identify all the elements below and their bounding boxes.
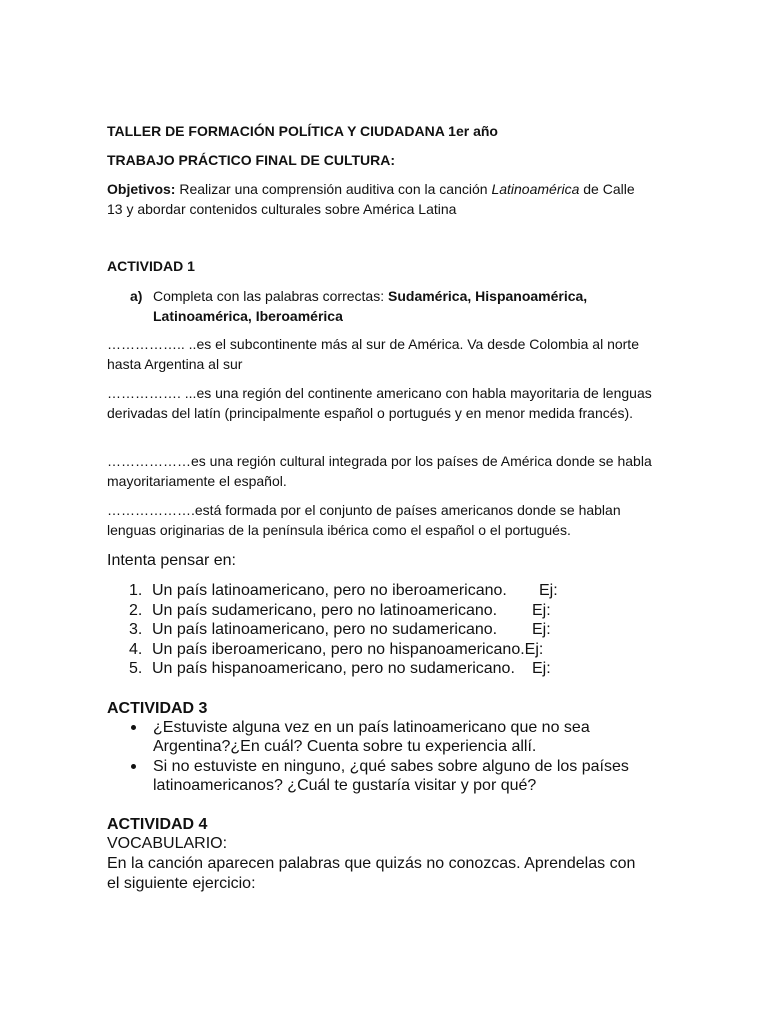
document-subtitle: TRABAJO PRÁCTICO FINAL DE CULTURA:: [107, 152, 396, 168]
list-number: 2.: [129, 602, 143, 619]
bullet-icon: [131, 725, 136, 730]
list-example-label: Ej:: [532, 621, 551, 638]
document-title: TALLER DE FORMACIÓN POLÍTICA Y CIUDADANA 1er año: [107, 123, 498, 139]
objectives-paragraph: [107, 180, 652, 219]
activity-1-item-a: [130, 286, 630, 326]
list-number: 5.: [129, 660, 143, 677]
bullet-text: ¿Estuviste alguna vez en un país latinoamericano que no sea Argentina?¿En cuál? Cuenta sobre tu experiencia allí.: [153, 719, 590, 755]
definition-iberoamerica: ……………….está formada por el conjunto de países americanos donde se hablan lenguas originarias de la península ibérica como el español o el portugués.: [107, 502, 621, 538]
item-a-instruction: Completa con las palabras correctas:: [153, 288, 388, 304]
list-item: [129, 640, 543, 659]
definition-sudamerica: …………….. ..es el subcontinente más al sur de América. Va desde Colombia al norte hasta Argentina al sur: [107, 336, 639, 372]
bullet-icon: [131, 764, 136, 769]
list-item: [129, 659, 551, 678]
list-text: Un país latinoamericano, pero no sudamericano.: [152, 621, 498, 638]
list-text: Un país iberoamericano, pero no hispanoamericano.: [152, 641, 525, 658]
list-example-label: Ej:: [539, 582, 558, 599]
item-a-marker: a): [130, 288, 143, 304]
list-item: [129, 601, 551, 620]
bullet-text: Si no estuviste en ninguno, ¿qué sabes sobre alguno de los países latinoamericanos? ¿Cuál te gustaría visitar y por qué?: [153, 758, 629, 794]
list-item: [129, 757, 629, 795]
list-number: 3.: [129, 621, 143, 638]
list-example-label: Ej:: [532, 660, 551, 677]
list-text: Un país sudamericano, pero no latinoamericano.: [152, 602, 498, 619]
list-number: 4.: [129, 641, 143, 658]
list-text: Un país latinoamericano, pero no iberoamericano.: [152, 582, 507, 599]
activity-1-heading: ACTIVIDAD 1: [107, 258, 195, 274]
list-number: 1.: [129, 582, 143, 599]
item-a-word-list: Sudamérica, Hispanoamérica, Latinoamérica, Iberoamérica: [153, 288, 588, 324]
definition-latinoamerica: ……………. ...es una región del continente americano con habla mayoritaria de lenguas derivadas del latín (principalmente español o portugués y en menor medida francés).: [107, 385, 652, 421]
list-item: [129, 620, 551, 639]
song-title: Latinoamérica: [491, 181, 580, 197]
activity-4-subheading: VOCABULARIO:: [107, 835, 228, 852]
definition-hispanoamerica: ………………es una región cultural integrada por los países de América donde se habla mayoritariamente el español.: [107, 453, 652, 489]
activity-4-text: En la canción aparecen palabras que quizás no conozcas. Aprendelas con el siguiente ejercicio:: [107, 855, 636, 892]
list-item: [129, 581, 558, 600]
objectives-text-before: Realizar una comprensión auditiva con la canción: [175, 181, 492, 197]
activity-3-heading: ACTIVIDAD 3: [107, 700, 208, 717]
list-item: [129, 718, 629, 756]
objectives-text-after: de Calle 13 y abordar contenidos culturales sobre América Latina: [107, 181, 635, 217]
list-example-label: Ej:: [532, 602, 551, 619]
list-text: Un país hispanoamericano, pero no sudamericano.: [152, 660, 515, 677]
list-example-label: Ej:: [524, 641, 544, 658]
objectives-label: Objetivos:: [107, 181, 176, 197]
think-intro: Intenta pensar en:: [107, 552, 236, 569]
activity-4-heading: ACTIVIDAD 4: [107, 816, 208, 833]
